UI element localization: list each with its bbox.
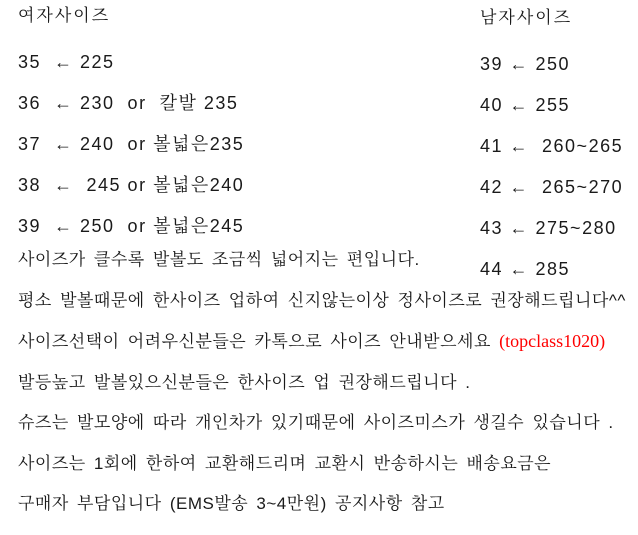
note-buyer-shipping: 구매자 부담입니다 (EMS발송 3~4만원) 공지사항 참고 <box>18 494 445 513</box>
men-size-row-39: 39 ← 250 <box>480 54 571 74</box>
women-size-title: 여자사이즈 <box>18 6 111 25</box>
note-exchange-policy: 사이즈는 1회에 한하여 교환해드리며 교환시 반송하시는 배송요금은 <box>18 453 552 473</box>
note-size-up: 발등높고 발볼있으신분들은 한사이즈 업 권장해드립니다 . <box>18 372 471 392</box>
women-size-row-39: 39 ← 250 or 볼넓은245 <box>18 216 245 236</box>
women-size-row-35: 35 ← 225 <box>18 52 115 72</box>
men-size-row-40: 40 ← 255 <box>480 95 571 115</box>
men-size-row-41: 41 ← 260~265 <box>480 136 624 156</box>
men-size-row-42: 42 ← 265~270 <box>480 177 624 197</box>
women-size-row-37: 37 ← 240 or 볼넓은235 <box>18 134 245 154</box>
note-size-miss: 슈즈는 발모양에 따라 개인차가 있기때문에 사이즈미스가 생길수 있습니다 . <box>18 413 614 432</box>
men-size-row-44: 44 ← 285 <box>480 259 571 279</box>
women-size-row-38: 38 ← 245 or 볼넓은240 <box>18 175 245 195</box>
men-size-title: 남자사이즈 <box>480 8 573 27</box>
men-size-row-43: 43 ← 275~280 <box>480 218 617 238</box>
women-size-column <box>18 6 244 257</box>
note-ball-width: 사이즈가 클수록 발볼도 조금씩 넓어지는 편입니다. <box>18 250 420 269</box>
kakao-id: (topclass1020) <box>499 331 606 351</box>
note-kakao-guide <box>18 331 633 352</box>
size-notes <box>18 250 633 535</box>
note-kakao-guide-text: 사이즈선택이 어려우신분들은 카톡으로 사이즈 안내받으세요 <box>18 332 500 351</box>
women-size-row-36: 36 ← 230 or 칼발 235 <box>18 93 239 113</box>
note-true-to-size: 평소 발볼때문에 한사이즈 업하여 신지않는이상 정사이즈로 권장해드립니다^^ <box>18 290 626 310</box>
